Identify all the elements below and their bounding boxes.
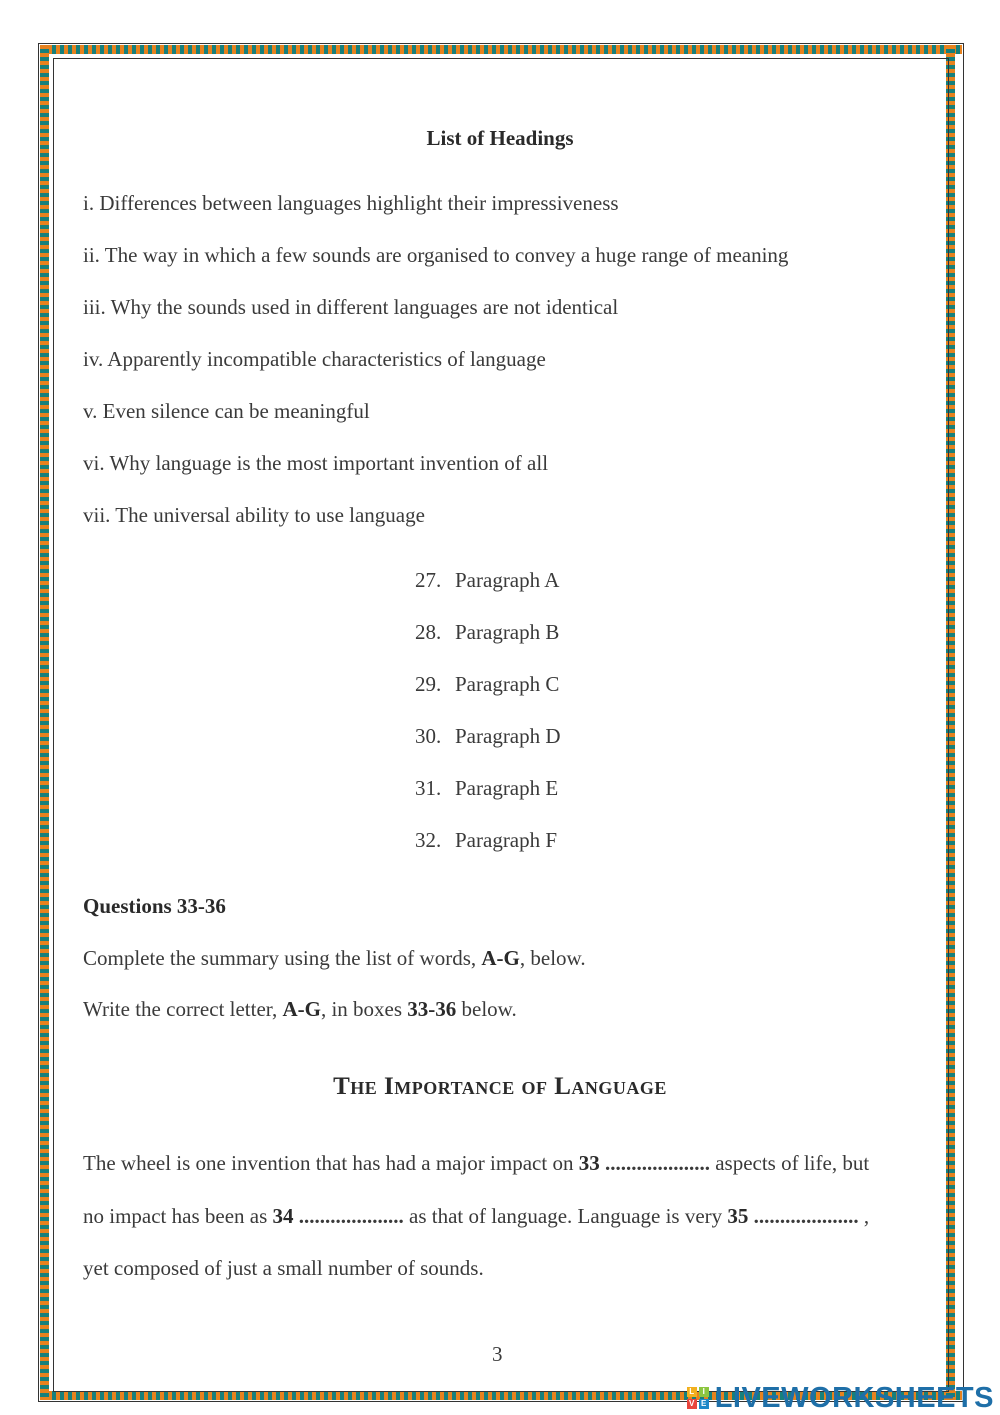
summary-line-3: yet composed of just a small number of sounds.: [83, 1256, 484, 1280]
paragraph-item-30: [415, 724, 561, 749]
heading-item-1: i. Differences between languages highlight their impressiveness: [83, 191, 619, 215]
question-34-number: 34: [272, 1204, 294, 1228]
paragraph-label: Paragraph F: [455, 828, 558, 852]
instruction-write-letter: Write the correct letter, A-G, in boxes 33-36 below.: [83, 997, 517, 1021]
liveworksheets-watermark[interactable]: [687, 1383, 994, 1413]
heading-item-7: vii. The universal ability to use language: [83, 503, 425, 527]
instruction-complete-summary: Complete the summary using the list of words, A-G, below.: [83, 946, 586, 970]
liveworksheets-logo-icon: [687, 1387, 709, 1409]
liveworksheets-text: LIVEWORKSHEETS: [714, 1381, 994, 1414]
paragraph-number: 32.: [415, 828, 442, 852]
paragraph-number: 28.: [415, 620, 442, 644]
paragraph-number: 29.: [415, 672, 442, 696]
headings-title: List of Headings: [426, 126, 574, 150]
heading-item-2: ii. The way in which a few sounds are organised to convey a huge range of meaning: [83, 243, 789, 267]
page-number: 3: [492, 1342, 503, 1366]
summary-line-2: no impact has been as 34 .................... as that of language. Language is very 35 .................... ,: [83, 1204, 870, 1228]
heading-item-3: iii. Why the sounds used in different languages are not identical: [83, 295, 619, 319]
answer-blank-33[interactable]: ....................: [604, 1151, 710, 1175]
logo-letter-i: I: [699, 1387, 709, 1397]
paragraph-item-29: [415, 672, 559, 697]
paragraph-label: Paragraph C: [455, 672, 560, 696]
paragraph-label: Paragraph A: [455, 568, 560, 592]
answer-blank-34[interactable]: ....................: [298, 1204, 404, 1228]
logo-letter-e: E: [699, 1399, 709, 1409]
question-35-number: 35: [727, 1204, 749, 1228]
paragraph-number: 27.: [415, 568, 442, 592]
paragraph-label: Paragraph E: [455, 776, 559, 800]
paragraph-label: Paragraph D: [455, 724, 561, 748]
heading-item-5: v. Even silence can be meaningful: [83, 399, 370, 423]
question-33-number: 33: [578, 1151, 600, 1175]
heading-item-4: iv. Apparently incompatible characteristics of language: [83, 347, 546, 371]
paragraph-item-27: [415, 568, 559, 593]
paragraph-number: 30.: [415, 724, 442, 748]
answer-blank-35[interactable]: ....................: [753, 1204, 859, 1228]
summary-title: The Importance of Language: [333, 1073, 667, 1100]
paragraph-number: 31.: [415, 776, 442, 800]
questions-heading: Questions 33-36: [83, 894, 226, 918]
logo-letter-l: L: [687, 1387, 697, 1397]
paragraph-label: Paragraph B: [455, 620, 560, 644]
paragraph-item-28: [415, 620, 559, 645]
paragraph-item-32: [415, 828, 557, 853]
heading-item-6: vi. Why language is the most important invention of all: [83, 451, 549, 475]
paragraph-item-31: [415, 776, 558, 801]
logo-letter-v: V: [687, 1399, 697, 1409]
summary-line-1: The wheel is one invention that has had a major impact on 33 .................... aspects of life, but: [83, 1151, 870, 1175]
